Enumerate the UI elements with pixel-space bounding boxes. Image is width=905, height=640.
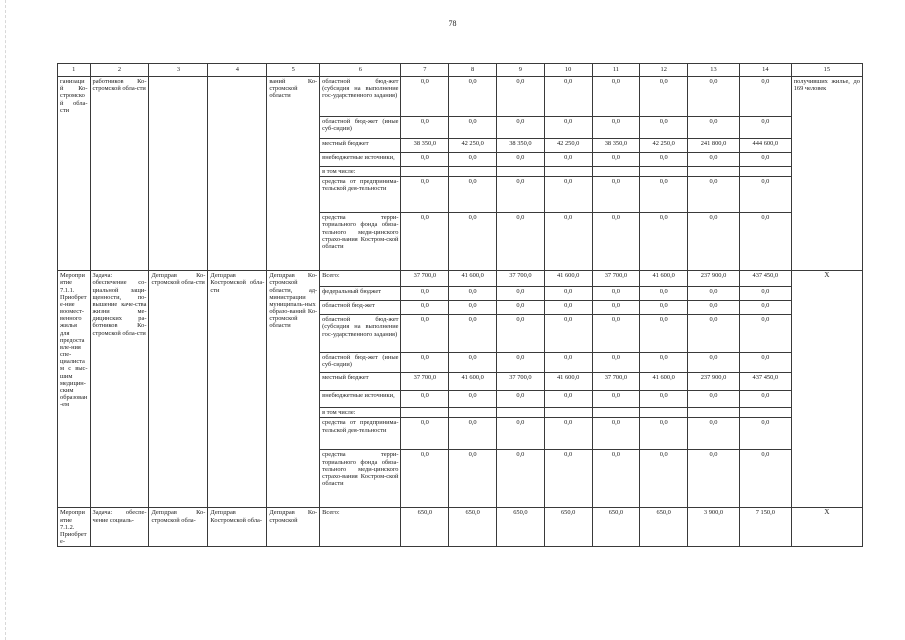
amount-cell xyxy=(592,408,640,418)
amount-cell: 0,0 xyxy=(640,418,688,450)
amount-cell: 41 600,0 xyxy=(449,271,497,287)
participants-cell: Депздрав Ко-стромской области, ад-министрации муниципаль-ных образо-ваний Ко-стромской области xyxy=(267,271,320,508)
amount-cell: 41 600,0 xyxy=(544,373,592,391)
amount-cell: 0,0 xyxy=(449,77,497,117)
amount-cell: 0,0 xyxy=(640,315,688,353)
amount-cell: 650,0 xyxy=(544,508,592,547)
funding-source-cell: Всего: xyxy=(320,271,401,287)
amount-cell: 0,0 xyxy=(640,353,688,373)
amount-cell: 0,0 xyxy=(497,450,545,508)
amount-cell: 0,0 xyxy=(592,213,640,271)
amount-cell: 0,0 xyxy=(497,117,545,139)
amount-cell: 0,0 xyxy=(688,450,740,508)
amount-cell: 0,0 xyxy=(497,418,545,450)
amount-cell xyxy=(497,167,545,177)
amount-cell xyxy=(544,408,592,418)
amount-cell: 0,0 xyxy=(497,301,545,315)
amount-cell: 0,0 xyxy=(739,213,791,271)
amount-cell: 0,0 xyxy=(449,287,497,301)
scan-edge-line xyxy=(5,0,6,640)
amount-cell: 37 700,0 xyxy=(592,373,640,391)
column-header-10: 10 xyxy=(544,64,592,77)
amount-cell: 0,0 xyxy=(640,301,688,315)
column-header-9: 9 xyxy=(497,64,545,77)
amount-cell: 38 350,0 xyxy=(592,139,640,153)
amount-cell: 0,0 xyxy=(449,418,497,450)
activity-name-cell: Мероприятие 7.1.2. Приобрете- xyxy=(58,508,91,547)
amount-cell: 0,0 xyxy=(640,117,688,139)
amount-cell: 0,0 xyxy=(544,353,592,373)
amount-cell: 0,0 xyxy=(401,418,449,450)
amount-cell: 0,0 xyxy=(739,315,791,353)
funding-source-cell: областной бюд-жет (субсидия на выполнение гос-ударственного задания) xyxy=(320,77,401,117)
amount-cell: 37 700,0 xyxy=(497,373,545,391)
column-header-13: 13 xyxy=(688,64,740,77)
amount-cell: 0,0 xyxy=(640,450,688,508)
amount-cell: 38 350,0 xyxy=(497,139,545,153)
funding-source-cell: областной бюд-жет (субсидия на выполнение гос-ударственного задания) xyxy=(320,315,401,353)
column-header-7: 7 xyxy=(401,64,449,77)
amount-cell: 0,0 xyxy=(497,177,545,213)
amount-cell xyxy=(449,408,497,418)
amount-cell xyxy=(688,408,740,418)
coexecutor-cell xyxy=(208,77,267,271)
amount-cell xyxy=(401,408,449,418)
amount-cell: 0,0 xyxy=(544,418,592,450)
amount-cell: 0,0 xyxy=(688,153,740,167)
amount-cell: 0,0 xyxy=(497,287,545,301)
amount-cell: 241 800,0 xyxy=(688,139,740,153)
amount-cell: 0,0 xyxy=(449,177,497,213)
activity-name-cell: ганизаций Ко-стромской обла-сти xyxy=(58,77,91,271)
column-header-3: 3 xyxy=(149,64,208,77)
result-cell: Х xyxy=(791,271,862,508)
amount-cell: 650,0 xyxy=(401,508,449,547)
amount-cell: 0,0 xyxy=(449,450,497,508)
amount-cell: 650,0 xyxy=(640,508,688,547)
amount-cell: 37 700,0 xyxy=(401,373,449,391)
amount-cell: 0,0 xyxy=(739,153,791,167)
amount-cell: 0,0 xyxy=(688,287,740,301)
amount-cell: 0,0 xyxy=(688,418,740,450)
result-cell: получивших жилье, до 169 человек xyxy=(791,77,862,271)
amount-cell: 0,0 xyxy=(497,77,545,117)
result-cell: Х xyxy=(791,508,862,547)
amount-cell: 0,0 xyxy=(739,177,791,213)
amount-cell: 0,0 xyxy=(739,117,791,139)
activity-name-cell: Мероприятие 7.1.1. Приобрете-ние воомест-венного жилья для предоставле-ния спе-циалистам с выс-шим медицин-ским образован-ем xyxy=(58,271,91,508)
amount-cell: 0,0 xyxy=(544,77,592,117)
funding-source-cell: внебюджетные источники, xyxy=(320,153,401,167)
column-header-5: 5 xyxy=(267,64,320,77)
amount-cell xyxy=(739,408,791,418)
amount-cell: 0,0 xyxy=(544,287,592,301)
amount-cell: 0,0 xyxy=(497,315,545,353)
amount-cell: 0,0 xyxy=(739,353,791,373)
amount-cell: 0,0 xyxy=(401,450,449,508)
amount-cell: 0,0 xyxy=(688,301,740,315)
column-header-2: 2 xyxy=(90,64,149,77)
amount-cell: 0,0 xyxy=(544,315,592,353)
amount-cell: 444 600,0 xyxy=(739,139,791,153)
table-row xyxy=(58,271,863,287)
amount-cell xyxy=(449,167,497,177)
amount-cell: 0,0 xyxy=(739,391,791,408)
amount-cell: 0,0 xyxy=(739,418,791,450)
amount-cell: 437 450,0 xyxy=(739,271,791,287)
amount-cell: 0,0 xyxy=(544,117,592,139)
amount-cell: 0,0 xyxy=(401,177,449,213)
task-cell: работников Ко-стромской обла-сти xyxy=(90,77,149,271)
amount-cell: 0,0 xyxy=(640,77,688,117)
column-header-12: 12 xyxy=(640,64,688,77)
amount-cell: 0,0 xyxy=(401,301,449,315)
column-header-11: 11 xyxy=(592,64,640,77)
amount-cell xyxy=(739,167,791,177)
amount-cell: 37 700,0 xyxy=(401,271,449,287)
amount-cell: 0,0 xyxy=(401,353,449,373)
funding-source-cell: федеральный бюджет xyxy=(320,287,401,301)
amount-cell: 0,0 xyxy=(449,391,497,408)
amount-cell: 0,0 xyxy=(449,315,497,353)
amount-cell: 0,0 xyxy=(688,391,740,408)
amount-cell: 0,0 xyxy=(401,287,449,301)
amount-cell: 0,0 xyxy=(449,213,497,271)
amount-cell: 0,0 xyxy=(544,153,592,167)
amount-cell: 0,0 xyxy=(592,117,640,139)
amount-cell: 0,0 xyxy=(592,418,640,450)
funding-source-cell: областной бюд-жет (иные суб-сидии) xyxy=(320,117,401,139)
amount-cell xyxy=(401,167,449,177)
participants-cell: Депздрав Ко-стромской xyxy=(267,508,320,547)
amount-cell: 0,0 xyxy=(449,353,497,373)
amount-cell: 650,0 xyxy=(592,508,640,547)
table-body xyxy=(58,64,863,547)
amount-cell: 0,0 xyxy=(449,153,497,167)
amount-cell: 0,0 xyxy=(739,77,791,117)
task-cell: Задача: обеспечение со-циальной защи-щенности, по-вышение каче-ства жизни ме-дицинских ра-ботников Ко-стромской обла-сти xyxy=(90,271,149,508)
coexecutor-cell: Депздрав Костромской обла-сти xyxy=(208,271,267,508)
amount-cell: 0,0 xyxy=(592,353,640,373)
funding-source-cell: местный бюджет xyxy=(320,373,401,391)
funding-source-cell: областной бюд-жет xyxy=(320,301,401,315)
column-header-15: 15 xyxy=(791,64,862,77)
amount-cell xyxy=(640,167,688,177)
amount-cell: 0,0 xyxy=(640,391,688,408)
amount-cell: 0,0 xyxy=(449,117,497,139)
amount-cell: 0,0 xyxy=(449,301,497,315)
amount-cell: 0,0 xyxy=(592,391,640,408)
amount-cell: 0,0 xyxy=(401,117,449,139)
amount-cell: 0,0 xyxy=(688,213,740,271)
amount-cell: 0,0 xyxy=(401,213,449,271)
amount-cell: 42 250,0 xyxy=(640,139,688,153)
responsible-cell: Депздрав Ко-стромской обла- xyxy=(149,508,208,547)
amount-cell: 0,0 xyxy=(544,213,592,271)
funding-source-cell: средства терри-ториального фонда обяза-тельного меди-цинского страхо-вания Костром-ской области xyxy=(320,450,401,508)
amount-cell: 0,0 xyxy=(544,450,592,508)
amount-cell: 0,0 xyxy=(592,177,640,213)
amount-cell: 0,0 xyxy=(497,353,545,373)
participants-cell: ваний Ко-стромской области xyxy=(267,77,320,271)
amount-cell: 0,0 xyxy=(544,177,592,213)
amount-cell: 0,0 xyxy=(688,353,740,373)
amount-cell: 0,0 xyxy=(640,153,688,167)
amount-cell: 3 900,0 xyxy=(688,508,740,547)
amount-cell: 42 250,0 xyxy=(544,139,592,153)
amount-cell: 237 900,0 xyxy=(688,271,740,287)
amount-cell: 0,0 xyxy=(497,153,545,167)
funding-source-cell: областной бюд-жет (иные суб-сидии) xyxy=(320,353,401,373)
amount-cell: 650,0 xyxy=(497,508,545,547)
amount-cell: 0,0 xyxy=(544,301,592,315)
amount-cell: 650,0 xyxy=(449,508,497,547)
amount-cell xyxy=(497,408,545,418)
amount-cell: 0,0 xyxy=(640,287,688,301)
funding-source-cell: средства от предпринима-тельской дея-тельности xyxy=(320,418,401,450)
funding-source-cell: в том числе: xyxy=(320,408,401,418)
funding-source-cell: в том числе: xyxy=(320,167,401,177)
amount-cell: 0,0 xyxy=(739,287,791,301)
amount-cell: 0,0 xyxy=(640,213,688,271)
amount-cell: 0,0 xyxy=(592,287,640,301)
header-row xyxy=(58,64,863,77)
amount-cell: 0,0 xyxy=(592,301,640,315)
amount-cell: 0,0 xyxy=(592,450,640,508)
column-header-14: 14 xyxy=(739,64,791,77)
amount-cell: 0,0 xyxy=(497,213,545,271)
amount-cell: 41 600,0 xyxy=(640,271,688,287)
column-header-8: 8 xyxy=(449,64,497,77)
amount-cell: 38 350,0 xyxy=(401,139,449,153)
funding-source-cell: внебюджетные источники, xyxy=(320,391,401,408)
amount-cell: 0,0 xyxy=(592,77,640,117)
page-number: 78 xyxy=(448,19,457,28)
amount-cell: 0,0 xyxy=(640,177,688,213)
amount-cell: 37 700,0 xyxy=(497,271,545,287)
amount-cell: 0,0 xyxy=(688,177,740,213)
responsible-cell: Депздрав Ко-стромской обла-сти xyxy=(149,271,208,508)
amount-cell xyxy=(592,167,640,177)
amount-cell: 0,0 xyxy=(688,77,740,117)
amount-cell: 41 600,0 xyxy=(449,373,497,391)
amount-cell: 0,0 xyxy=(544,391,592,408)
amount-cell: 0,0 xyxy=(739,301,791,315)
amount-cell: 7 150,0 xyxy=(739,508,791,547)
amount-cell xyxy=(544,167,592,177)
amount-cell: 41 600,0 xyxy=(544,271,592,287)
amount-cell: 437 450,0 xyxy=(739,373,791,391)
funding-source-cell: местный бюджет xyxy=(320,139,401,153)
budget-table xyxy=(57,63,863,547)
amount-cell: 0,0 xyxy=(688,315,740,353)
amount-cell: 37 700,0 xyxy=(592,271,640,287)
table-row xyxy=(58,77,863,117)
amount-cell: 0,0 xyxy=(739,450,791,508)
funding-source-cell: средства от предпринима-тельской дея-тельности xyxy=(320,177,401,213)
amount-cell: 42 250,0 xyxy=(449,139,497,153)
responsible-cell xyxy=(149,77,208,271)
amount-cell: 0,0 xyxy=(401,153,449,167)
amount-cell: 0,0 xyxy=(401,77,449,117)
table-row xyxy=(58,508,863,547)
amount-cell: 0,0 xyxy=(497,391,545,408)
amount-cell: 0,0 xyxy=(688,117,740,139)
column-header-6: 6 xyxy=(320,64,401,77)
amount-cell: 0,0 xyxy=(592,153,640,167)
column-header-4: 4 xyxy=(208,64,267,77)
amount-cell xyxy=(688,167,740,177)
funding-source-cell: Всего: xyxy=(320,508,401,547)
coexecutor-cell: Депздрав Костромской обла- xyxy=(208,508,267,547)
funding-source-cell: средства терри-ториального фонда обяза-тельного меди-цинского страхо-вания Костром-ской области xyxy=(320,213,401,271)
amount-cell: 0,0 xyxy=(401,315,449,353)
amount-cell: 237 900,0 xyxy=(688,373,740,391)
amount-cell xyxy=(640,408,688,418)
amount-cell: 0,0 xyxy=(401,391,449,408)
task-cell: Задача: обеспе-чение социаль- xyxy=(90,508,149,547)
amount-cell: 41 600,0 xyxy=(640,373,688,391)
amount-cell: 0,0 xyxy=(592,315,640,353)
column-header-1: 1 xyxy=(58,64,91,77)
